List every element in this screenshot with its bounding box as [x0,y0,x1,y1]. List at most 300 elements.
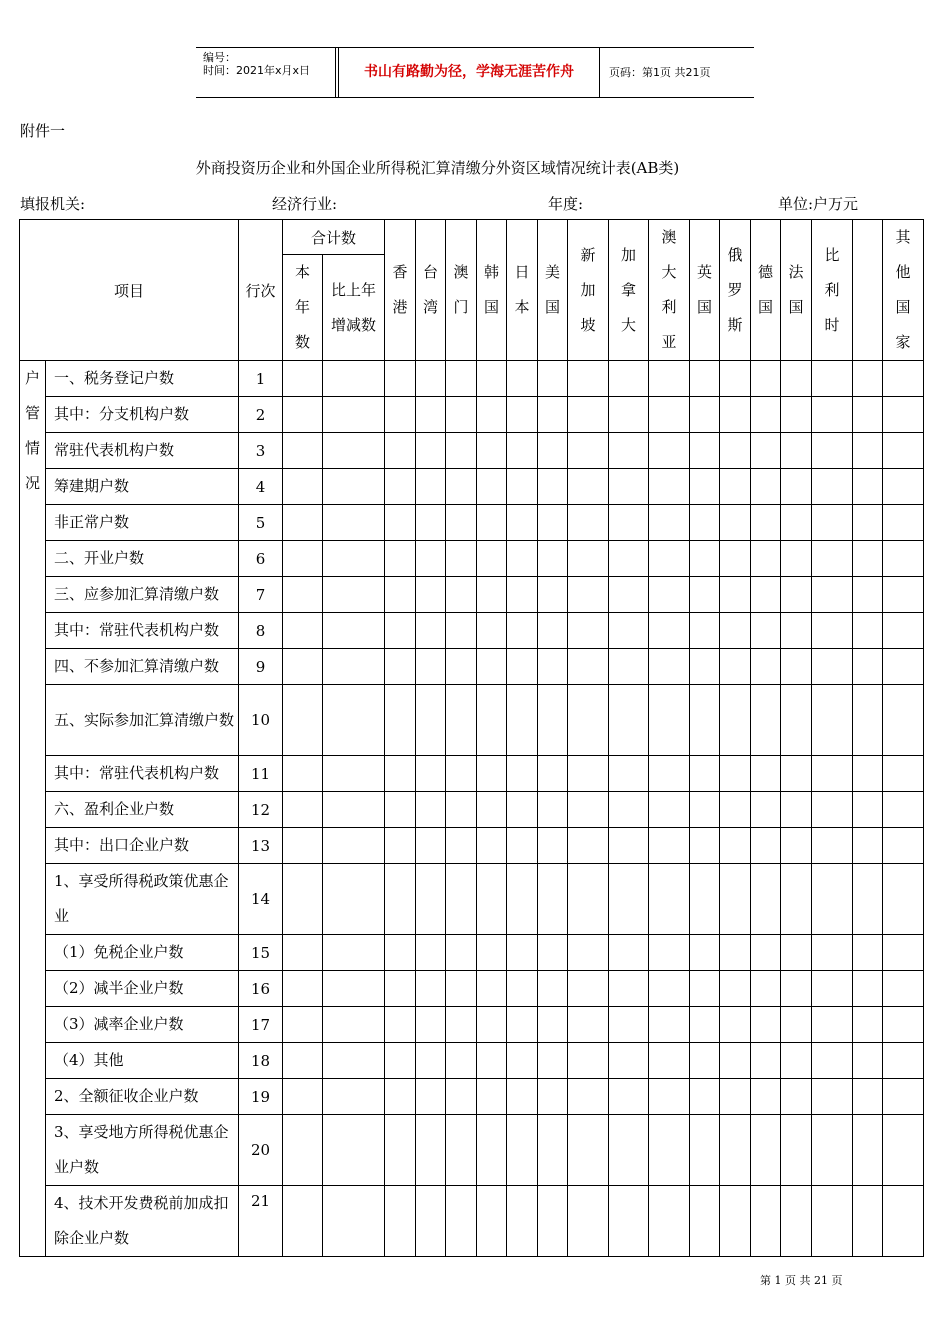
data-cell[interactable] [323,1007,385,1043]
data-cell[interactable] [720,864,751,935]
data-cell[interactable] [751,1043,781,1079]
data-cell[interactable] [781,685,812,756]
data-cell[interactable] [812,1043,853,1079]
data-cell[interactable] [323,469,385,505]
data-cell[interactable] [507,1186,538,1257]
data-cell[interactable] [751,469,781,505]
data-cell[interactable] [446,541,477,577]
data-cell[interactable] [568,361,609,397]
data-cell[interactable] [720,1043,751,1079]
data-cell[interactable] [507,1115,538,1186]
data-cell[interactable] [690,1043,720,1079]
data-cell[interactable] [853,1043,883,1079]
data-cell[interactable] [283,935,323,971]
data-cell[interactable] [812,1079,853,1115]
data-cell[interactable] [477,397,507,433]
data-cell[interactable] [883,577,924,613]
data-cell[interactable] [812,864,853,935]
data-cell[interactable] [883,685,924,756]
data-cell[interactable] [853,864,883,935]
data-cell[interactable] [812,397,853,433]
data-cell[interactable] [385,828,416,864]
data-cell[interactable] [538,971,568,1007]
data-cell[interactable] [416,361,446,397]
data-cell[interactable] [416,828,446,864]
data-cell[interactable] [609,971,649,1007]
data-cell[interactable] [649,469,690,505]
data-cell[interactable] [385,1007,416,1043]
data-cell[interactable] [720,1186,751,1257]
data-cell[interactable] [416,397,446,433]
data-cell[interactable] [751,685,781,756]
data-cell[interactable] [853,1079,883,1115]
data-cell[interactable] [538,505,568,541]
data-cell[interactable] [385,505,416,541]
data-cell[interactable] [323,756,385,792]
data-cell[interactable] [385,541,416,577]
data-cell[interactable] [477,971,507,1007]
data-cell[interactable] [446,613,477,649]
data-cell[interactable] [883,935,924,971]
data-cell[interactable] [649,577,690,613]
data-cell[interactable] [690,756,720,792]
data-cell[interactable] [781,935,812,971]
data-cell[interactable] [283,685,323,756]
data-cell[interactable] [446,433,477,469]
data-cell[interactable] [385,469,416,505]
data-cell[interactable] [416,1115,446,1186]
data-cell[interactable] [446,1115,477,1186]
data-cell[interactable] [690,505,720,541]
data-cell[interactable] [568,433,609,469]
data-cell[interactable] [568,649,609,685]
data-cell[interactable] [323,541,385,577]
data-cell[interactable] [283,505,323,541]
data-cell[interactable] [853,1115,883,1186]
data-cell[interactable] [720,649,751,685]
data-cell[interactable] [812,685,853,756]
data-cell[interactable] [609,433,649,469]
data-cell[interactable] [883,1007,924,1043]
data-cell[interactable] [609,397,649,433]
data-cell[interactable] [883,1043,924,1079]
data-cell[interactable] [568,505,609,541]
data-cell[interactable] [853,505,883,541]
data-cell[interactable] [416,505,446,541]
data-cell[interactable] [812,577,853,613]
data-cell[interactable] [323,613,385,649]
data-cell[interactable] [446,577,477,613]
data-cell[interactable] [507,505,538,541]
data-cell[interactable] [609,756,649,792]
data-cell[interactable] [283,1115,323,1186]
data-cell[interactable] [477,1007,507,1043]
data-cell[interactable] [781,469,812,505]
data-cell[interactable] [446,469,477,505]
data-cell[interactable] [568,613,609,649]
data-cell[interactable] [283,649,323,685]
data-cell[interactable] [416,649,446,685]
data-cell[interactable] [649,756,690,792]
data-cell[interactable] [507,935,538,971]
data-cell[interactable] [507,1007,538,1043]
data-cell[interactable] [416,433,446,469]
data-cell[interactable] [507,756,538,792]
data-cell[interactable] [649,971,690,1007]
data-cell[interactable] [507,971,538,1007]
data-cell[interactable] [446,828,477,864]
data-cell[interactable] [690,685,720,756]
data-cell[interactable] [883,469,924,505]
data-cell[interactable] [323,828,385,864]
data-cell[interactable] [538,613,568,649]
data-cell[interactable] [538,1115,568,1186]
data-cell[interactable] [385,361,416,397]
data-cell[interactable] [538,361,568,397]
data-cell[interactable] [853,828,883,864]
data-cell[interactable] [283,613,323,649]
data-cell[interactable] [538,685,568,756]
data-cell[interactable] [385,433,416,469]
data-cell[interactable] [853,685,883,756]
data-cell[interactable] [649,828,690,864]
data-cell[interactable] [720,971,751,1007]
data-cell[interactable] [477,685,507,756]
data-cell[interactable] [781,613,812,649]
data-cell[interactable] [751,649,781,685]
data-cell[interactable] [883,756,924,792]
data-cell[interactable] [751,864,781,935]
data-cell[interactable] [568,541,609,577]
data-cell[interactable] [812,649,853,685]
data-cell[interactable] [690,1007,720,1043]
data-cell[interactable] [385,613,416,649]
data-cell[interactable] [385,1115,416,1186]
data-cell[interactable] [883,397,924,433]
data-cell[interactable] [477,1186,507,1257]
data-cell[interactable] [720,935,751,971]
data-cell[interactable] [477,792,507,828]
data-cell[interactable] [751,828,781,864]
data-cell[interactable] [690,1186,720,1257]
data-cell[interactable] [323,649,385,685]
data-cell[interactable] [690,935,720,971]
data-cell[interactable] [385,685,416,756]
data-cell[interactable] [416,1007,446,1043]
data-cell[interactable] [568,864,609,935]
data-cell[interactable] [538,864,568,935]
data-cell[interactable] [283,792,323,828]
data-cell[interactable] [812,469,853,505]
data-cell[interactable] [416,1079,446,1115]
data-cell[interactable] [609,828,649,864]
data-cell[interactable] [751,613,781,649]
data-cell[interactable] [883,864,924,935]
data-cell[interactable] [720,1007,751,1043]
data-cell[interactable] [385,864,416,935]
data-cell[interactable] [385,756,416,792]
data-cell[interactable] [385,792,416,828]
data-cell[interactable] [720,685,751,756]
data-cell[interactable] [538,397,568,433]
data-cell[interactable] [416,935,446,971]
data-cell[interactable] [507,469,538,505]
data-cell[interactable] [609,935,649,971]
data-cell[interactable] [538,1079,568,1115]
data-cell[interactable] [853,397,883,433]
data-cell[interactable] [538,756,568,792]
data-cell[interactable] [446,361,477,397]
data-cell[interactable] [690,792,720,828]
data-cell[interactable] [649,505,690,541]
data-cell[interactable] [649,935,690,971]
data-cell[interactable] [568,792,609,828]
data-cell[interactable] [649,1043,690,1079]
data-cell[interactable] [609,1115,649,1186]
data-cell[interactable] [781,361,812,397]
data-cell[interactable] [649,613,690,649]
data-cell[interactable] [446,935,477,971]
data-cell[interactable] [538,577,568,613]
data-cell[interactable] [883,613,924,649]
data-cell[interactable] [609,1186,649,1257]
data-cell[interactable] [385,649,416,685]
data-cell[interactable] [283,756,323,792]
data-cell[interactable] [812,935,853,971]
data-cell[interactable] [283,1186,323,1257]
data-cell[interactable] [477,828,507,864]
data-cell[interactable] [385,1043,416,1079]
data-cell[interactable] [507,613,538,649]
data-cell[interactable] [446,1186,477,1257]
data-cell[interactable] [385,971,416,1007]
data-cell[interactable] [477,864,507,935]
data-cell[interactable] [853,1186,883,1257]
data-cell[interactable] [568,935,609,971]
data-cell[interactable] [649,649,690,685]
data-cell[interactable] [853,433,883,469]
data-cell[interactable] [416,864,446,935]
data-cell[interactable] [690,649,720,685]
data-cell[interactable] [609,1043,649,1079]
data-cell[interactable] [751,1007,781,1043]
data-cell[interactable] [781,864,812,935]
data-cell[interactable] [720,469,751,505]
data-cell[interactable] [446,649,477,685]
data-cell[interactable] [751,792,781,828]
data-cell[interactable] [323,685,385,756]
data-cell[interactable] [690,541,720,577]
data-cell[interactable] [507,685,538,756]
data-cell[interactable] [720,1079,751,1115]
data-cell[interactable] [690,1115,720,1186]
data-cell[interactable] [720,541,751,577]
data-cell[interactable] [568,397,609,433]
data-cell[interactable] [446,792,477,828]
data-cell[interactable] [609,541,649,577]
data-cell[interactable] [720,792,751,828]
data-cell[interactable] [812,1115,853,1186]
data-cell[interactable] [690,1079,720,1115]
data-cell[interactable] [477,613,507,649]
data-cell[interactable] [568,577,609,613]
data-cell[interactable] [538,1043,568,1079]
data-cell[interactable] [538,1007,568,1043]
data-cell[interactable] [609,1079,649,1115]
data-cell[interactable] [283,361,323,397]
data-cell[interactable] [649,1115,690,1186]
data-cell[interactable] [609,1007,649,1043]
data-cell[interactable] [538,541,568,577]
data-cell[interactable] [385,1186,416,1257]
data-cell[interactable] [690,361,720,397]
data-cell[interactable] [416,469,446,505]
data-cell[interactable] [568,1186,609,1257]
data-cell[interactable] [477,469,507,505]
data-cell[interactable] [781,649,812,685]
data-cell[interactable] [751,505,781,541]
data-cell[interactable] [812,828,853,864]
data-cell[interactable] [385,577,416,613]
data-cell[interactable] [781,541,812,577]
data-cell[interactable] [568,685,609,756]
data-cell[interactable] [446,397,477,433]
data-cell[interactable] [477,649,507,685]
data-cell[interactable] [507,397,538,433]
data-cell[interactable] [446,1079,477,1115]
data-cell[interactable] [446,756,477,792]
data-cell[interactable] [883,1079,924,1115]
data-cell[interactable] [883,433,924,469]
data-cell[interactable] [446,971,477,1007]
data-cell[interactable] [853,756,883,792]
data-cell[interactable] [538,828,568,864]
data-cell[interactable] [781,505,812,541]
data-cell[interactable] [477,505,507,541]
data-cell[interactable] [649,1007,690,1043]
data-cell[interactable] [690,828,720,864]
data-cell[interactable] [283,541,323,577]
data-cell[interactable] [649,864,690,935]
data-cell[interactable] [568,971,609,1007]
data-cell[interactable] [812,1186,853,1257]
data-cell[interactable] [283,971,323,1007]
data-cell[interactable] [609,649,649,685]
data-cell[interactable] [416,577,446,613]
data-cell[interactable] [853,971,883,1007]
data-cell[interactable] [781,577,812,613]
data-cell[interactable] [568,756,609,792]
data-cell[interactable] [446,864,477,935]
data-cell[interactable] [781,1043,812,1079]
data-cell[interactable] [283,1007,323,1043]
data-cell[interactable] [416,756,446,792]
data-cell[interactable] [507,433,538,469]
data-cell[interactable] [323,1186,385,1257]
data-cell[interactable] [812,1007,853,1043]
data-cell[interactable] [446,505,477,541]
data-cell[interactable] [781,792,812,828]
data-cell[interactable] [883,828,924,864]
data-cell[interactable] [283,469,323,505]
data-cell[interactable] [690,613,720,649]
data-cell[interactable] [323,505,385,541]
data-cell[interactable] [416,685,446,756]
data-cell[interactable] [323,361,385,397]
data-cell[interactable] [283,1079,323,1115]
data-cell[interactable] [751,397,781,433]
data-cell[interactable] [853,361,883,397]
data-cell[interactable] [507,1043,538,1079]
data-cell[interactable] [853,577,883,613]
data-cell[interactable] [649,433,690,469]
data-cell[interactable] [883,649,924,685]
data-cell[interactable] [720,397,751,433]
data-cell[interactable] [477,361,507,397]
data-cell[interactable] [720,1115,751,1186]
data-cell[interactable] [649,685,690,756]
data-cell[interactable] [649,541,690,577]
data-cell[interactable] [568,1043,609,1079]
data-cell[interactable] [853,541,883,577]
data-cell[interactable] [690,971,720,1007]
data-cell[interactable] [609,792,649,828]
data-cell[interactable] [323,864,385,935]
data-cell[interactable] [477,433,507,469]
data-cell[interactable] [538,935,568,971]
data-cell[interactable] [477,756,507,792]
data-cell[interactable] [883,541,924,577]
data-cell[interactable] [812,505,853,541]
data-cell[interactable] [781,971,812,1007]
data-cell[interactable] [568,469,609,505]
data-cell[interactable] [690,433,720,469]
data-cell[interactable] [649,792,690,828]
data-cell[interactable] [283,864,323,935]
data-cell[interactable] [720,505,751,541]
data-cell[interactable] [323,397,385,433]
data-cell[interactable] [323,1079,385,1115]
data-cell[interactable] [751,935,781,971]
data-cell[interactable] [720,613,751,649]
data-cell[interactable] [720,756,751,792]
data-cell[interactable] [609,505,649,541]
data-cell[interactable] [568,1007,609,1043]
data-cell[interactable] [507,1079,538,1115]
data-cell[interactable] [323,935,385,971]
data-cell[interactable] [477,1115,507,1186]
data-cell[interactable] [538,792,568,828]
data-cell[interactable] [416,971,446,1007]
data-cell[interactable] [323,792,385,828]
data-cell[interactable] [812,971,853,1007]
data-cell[interactable] [781,1115,812,1186]
data-cell[interactable] [883,361,924,397]
data-cell[interactable] [781,397,812,433]
data-cell[interactable] [609,613,649,649]
data-cell[interactable] [323,1043,385,1079]
data-cell[interactable] [446,1007,477,1043]
data-cell[interactable] [690,864,720,935]
data-cell[interactable] [751,971,781,1007]
data-cell[interactable] [883,792,924,828]
data-cell[interactable] [477,1079,507,1115]
data-cell[interactable] [568,1079,609,1115]
data-cell[interactable] [781,1007,812,1043]
data-cell[interactable] [649,397,690,433]
data-cell[interactable] [690,397,720,433]
data-cell[interactable] [751,577,781,613]
